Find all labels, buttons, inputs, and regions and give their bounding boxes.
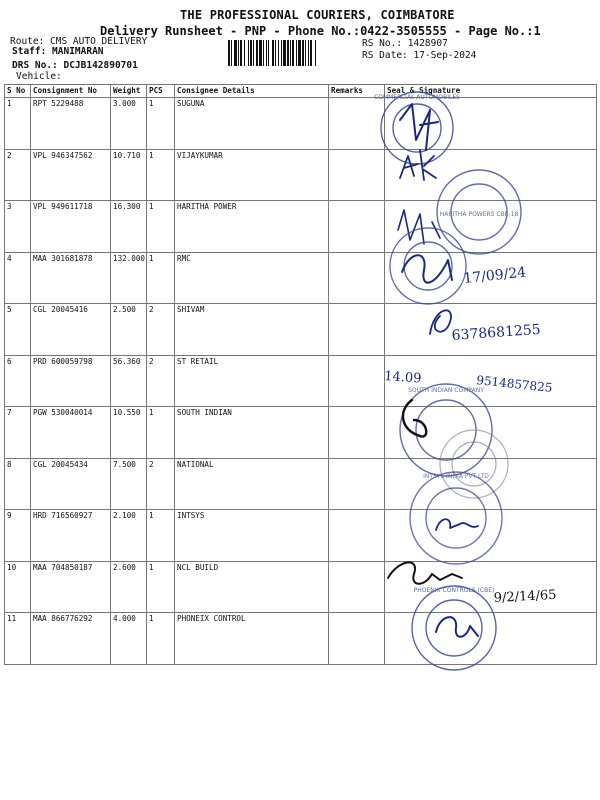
barcode-bar (292, 40, 294, 66)
table-row (5, 252, 597, 304)
cell-sno: 4 (5, 252, 31, 304)
cell-consignment: VPL 949611718 (31, 201, 111, 253)
barcode-bar (281, 40, 282, 66)
cell-consignee: SUGUNA (175, 98, 329, 150)
cell-pcs: 1 (147, 149, 175, 201)
cell-sno: 8 (5, 458, 31, 510)
barcode-bar (253, 40, 254, 66)
barcode-bar (298, 40, 301, 66)
handwritten-phone-row5: 6378681255 (451, 321, 542, 344)
cell-consignee: SOUTH INDIAN (175, 407, 329, 459)
barcode-bar (296, 40, 297, 66)
cell-seal-signature (385, 355, 597, 407)
cell-sno: 7 (5, 407, 31, 459)
cell-sno: 9 (5, 510, 31, 562)
cell-sno: 2 (5, 149, 31, 201)
cell-remarks (329, 613, 385, 665)
cell-weight: 16.300 (111, 201, 147, 253)
cell-remarks (329, 510, 385, 562)
cell-pcs: 1 (147, 201, 175, 253)
cell-consignee: RMC (175, 252, 329, 304)
cell-sno: 3 (5, 201, 31, 253)
cell-consignee: HARITHA POWER (175, 201, 329, 253)
barcode-bar (256, 40, 258, 66)
cell-seal-signature (385, 98, 597, 150)
table-row (5, 304, 597, 356)
table-row (5, 407, 597, 459)
table-row (5, 613, 597, 665)
cell-remarks (329, 252, 385, 304)
barcode-bar (263, 40, 264, 66)
cell-consignment: MAA 301681878 (31, 252, 111, 304)
cell-weight: 10.710 (111, 149, 147, 201)
cell-seal-signature (385, 407, 597, 459)
cell-seal-signature (385, 201, 597, 253)
handwritten-phone-row6: 9514857825 (475, 373, 554, 395)
col-header-consignment: Consignment No (31, 85, 111, 98)
runsheet-table (4, 84, 597, 665)
cell-remarks (329, 561, 385, 613)
table-row (5, 510, 597, 562)
table-row (5, 149, 597, 201)
cell-consignment: MAA 704850187 (31, 561, 111, 613)
cell-consignment: VPL 946347562 (31, 149, 111, 201)
cell-consignee: PHONEIX CONTROL (175, 613, 329, 665)
barcode-bar (287, 40, 289, 66)
col-header-weight: Weight (111, 85, 147, 98)
cell-consignment: MAA 866776292 (31, 613, 111, 665)
table-row (5, 561, 597, 613)
cell-consignment: HRD 716560927 (31, 510, 111, 562)
rs-date: RS Date: 17-Sep-2024 (362, 50, 477, 61)
handwritten-note-row6: 14.09 (383, 369, 422, 387)
cell-weight: 10.550 (111, 407, 147, 459)
cell-consignee: ST RETAIL (175, 355, 329, 407)
barcode-bar (315, 40, 316, 66)
barcode-bar (283, 40, 286, 66)
cell-consignee: VIJAYKUMAR (175, 149, 329, 201)
table-row (5, 458, 597, 510)
barcode-bar (305, 40, 306, 66)
cell-remarks (329, 98, 385, 150)
cell-consignee: INTSYS (175, 510, 329, 562)
cell-seal-signature (385, 510, 597, 562)
barcode-bar (244, 40, 245, 66)
barcode-bar (275, 40, 276, 66)
barcode-bar (268, 40, 269, 66)
cell-consignee: NCL BUILD (175, 561, 329, 613)
cell-weight: 56.360 (111, 355, 147, 407)
cell-weight: 132.000 (111, 252, 147, 304)
cell-consignment: PRD 600059798 (31, 355, 111, 407)
cell-pcs: 1 (147, 613, 175, 665)
cell-remarks (329, 355, 385, 407)
cell-pcs: 2 (147, 458, 175, 510)
cell-consignment: CGL 20045434 (31, 458, 111, 510)
barcode-bar (290, 40, 291, 66)
cell-seal-signature (385, 613, 597, 665)
cell-remarks (329, 304, 385, 356)
handwritten-date-row4: 17/09/24 (462, 264, 527, 287)
cell-sno: 1 (5, 98, 31, 150)
stamp-row1-text: COMMERCIAL AUTOMOBILES (374, 94, 460, 101)
table-row (5, 201, 597, 253)
runsheet-title: Delivery Runsheet - PNP - Phone No.:0422-3505555 - Page No.:1 (100, 24, 541, 38)
cell-pcs: 2 (147, 355, 175, 407)
cell-remarks (329, 458, 385, 510)
barcode-bar (302, 40, 304, 66)
barcode-bar (308, 40, 309, 66)
col-header-consignee: Consignee Details (175, 85, 329, 98)
cell-seal-signature (385, 458, 597, 510)
table-row (5, 355, 597, 407)
rs-number: RS No.: 1428907 (362, 38, 448, 49)
cell-consignee: NATIONAL (175, 458, 329, 510)
barcode-bar (259, 40, 262, 66)
staff-label: Staff: MANIMARAN (12, 46, 104, 57)
cell-seal-signature (385, 149, 597, 201)
table-row (5, 98, 597, 150)
cell-weight: 2.600 (111, 561, 147, 613)
handwritten-date-row10: 9/2/14/65 (493, 587, 557, 606)
barcode-graphic (228, 40, 352, 66)
cell-weight: 7.500 (111, 458, 147, 510)
barcode-bar (228, 40, 230, 66)
barcode-bar (250, 40, 252, 66)
barcode-bar (278, 40, 279, 66)
barcode-bar (238, 40, 239, 66)
barcode-bar (240, 40, 242, 66)
cell-pcs: 1 (147, 98, 175, 150)
cell-seal-signature (385, 252, 597, 304)
cell-consignment: CGL 20045416 (31, 304, 111, 356)
stamp-row7-text: SOUTH INDIAN COMPANY (408, 387, 484, 394)
col-header-seal-signature: Seal & Signature (385, 85, 597, 98)
cell-weight: 3.000 (111, 98, 147, 150)
barcode-bar (248, 40, 249, 66)
cell-sno: 6 (5, 355, 31, 407)
cell-seal-signature (385, 561, 597, 613)
col-header-sno: S No (5, 85, 31, 98)
cell-consignment: RPT 5229488 (31, 98, 111, 150)
cell-pcs: 1 (147, 510, 175, 562)
cell-weight: 2.100 (111, 510, 147, 562)
cell-pcs: 1 (147, 252, 175, 304)
cell-pcs: 2 (147, 304, 175, 356)
col-header-remarks: Remarks (329, 85, 385, 98)
table-header-row (5, 85, 597, 98)
cell-consignee: SHIVAM (175, 304, 329, 356)
cell-seal-signature (385, 304, 597, 356)
company-name: THE PROFESSIONAL COURIERS, COIMBATORE (180, 8, 455, 22)
cell-pcs: 1 (147, 561, 175, 613)
cell-sno: 11 (5, 613, 31, 665)
route-label: Route: CMS AUTO DELIVERY (10, 36, 148, 47)
cell-pcs: 1 (147, 407, 175, 459)
cell-weight: 4.000 (111, 613, 147, 665)
cell-remarks (329, 407, 385, 459)
cell-sno: 5 (5, 304, 31, 356)
cell-sno: 10 (5, 561, 31, 613)
cell-remarks (329, 149, 385, 201)
cell-consignment: PGW 530040014 (31, 407, 111, 459)
col-header-pcs: PCS (147, 85, 175, 98)
barcode-bar (266, 40, 267, 66)
stamp-row9-text: INTSYS INDIA PVT LTD (423, 473, 489, 480)
barcode-bar (272, 40, 274, 66)
barcode-bar (234, 40, 237, 66)
barcode-bar (310, 40, 312, 66)
vehicle-label: Vehicle: (16, 71, 62, 82)
barcode-bar (231, 40, 232, 66)
drs-number: DRS No.: DCJB142890701 (12, 60, 138, 71)
cell-remarks (329, 201, 385, 253)
stamp-row3-text: HARITHA POWERS CBE-18 (439, 211, 519, 218)
cell-weight: 2.500 (111, 304, 147, 356)
stamp-row11-text: PHOENIX CONTROLS (CBE) (413, 587, 495, 594)
